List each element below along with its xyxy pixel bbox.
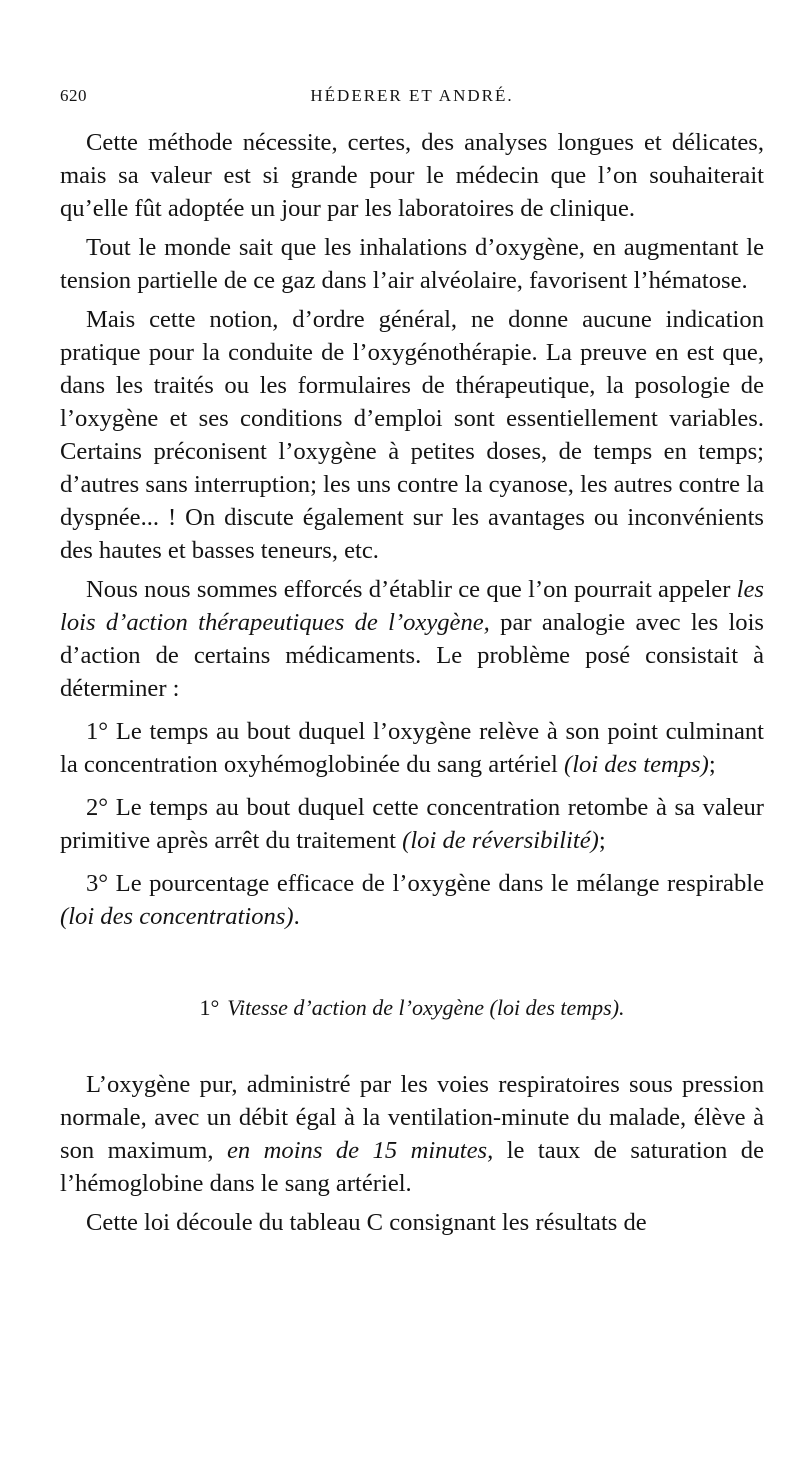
section-number: 1° [199, 995, 220, 1020]
section-heading [60, 991, 764, 1024]
paragraph-4-italic: les lois d’action thérapeutiques de l’oxygène, [60, 576, 764, 636]
list-item-law: (loi des temps) [564, 751, 709, 778]
paragraph-4 [60, 573, 764, 705]
paragraph-1: Cette méthode nécessite, certes, des analyses longues et délicates, mais sa valeur est si grande pour le médecin que l’on souhaiterait qu’elle fût adoptée un jour par les laboratoires de clinique. [60, 129, 764, 222]
list-item [60, 715, 764, 781]
list-item [60, 867, 764, 933]
list-item-text: Le temps au bout duquel cette concentration retombe à sa valeur primitive après arrêt du traitement [60, 794, 764, 854]
list-item-law: (loi des concentrations) [60, 903, 294, 930]
paragraph-5-text-end: le taux de saturation de l’hémoglobine dans le sang artériel. [60, 1137, 765, 1197]
list-item-text: Le pourcentage efficace de l’oxygène dans le mélange respirable [108, 870, 764, 897]
paragraph-4-text-start: Nous nous sommes efforcés d’établir ce que l’on pourrait appeler [86, 576, 737, 603]
body-text [60, 126, 764, 1239]
paragraph-5-italic: en moins de 15 minutes, [226, 1137, 494, 1164]
running-title: HÉDERER ET ANDRÉ. [310, 86, 514, 105]
paragraph-5 [60, 1068, 764, 1200]
list-item-number: 1° [86, 718, 109, 745]
list-item-text: Le temps au bout duquel l’oxygène relève à son point culminant la concentration oxyhémoglobinée du sang artériel [60, 718, 764, 778]
paragraph-5-text-start: L’oxygène pur, administré par les voies respiratoires sous pression normale, avec un débit égal à la ventilation-minute du malade, élève à son maximum, [60, 1071, 764, 1164]
page-number: 620 [60, 86, 87, 105]
paragraph-2: Tout le monde sait que les inhalations d’oxygène, en augmentant le tension partielle de ce gaz dans l’air alvéolaire, favorisent l’hématose. [60, 234, 764, 294]
list-item-end: ; [708, 751, 716, 778]
paragraph-4-text-end: par analogie avec les lois d’action de certains médicaments. Le problème posé consistait à déterminer : [60, 609, 764, 702]
list-item [60, 791, 764, 857]
section-title: Vitesse d’action de l’oxygène (loi des temps). [227, 995, 625, 1020]
paragraph-3: Mais cette notion, d’ordre général, ne donne aucune indication pratique pour la conduite de l’oxygénothérapie. La preuve en est que, dans les traités ou les formulaires de thérapeutique, la posologie de l’oxygène et ses conditions d’emploi sont essentiellement variables. Certains préconisent l’oxygène à petites doses, de temps en temps; d’autres sans interruption; les uns contre la cyanose, les autres contre la dyspnée... ! On discute également sur les avantages ou inconvénients des hautes et basses teneurs, etc. [60, 306, 764, 564]
list-item-end: . [293, 903, 300, 930]
list-item-number: 3° [86, 870, 109, 897]
list-item-law: (loi de réversibilité) [402, 827, 599, 854]
list-item-end: ; [598, 827, 606, 854]
list-item-number: 2° [86, 794, 109, 821]
paragraph-6: Cette loi découle du tableau C consignant les résultats de [86, 1209, 647, 1236]
